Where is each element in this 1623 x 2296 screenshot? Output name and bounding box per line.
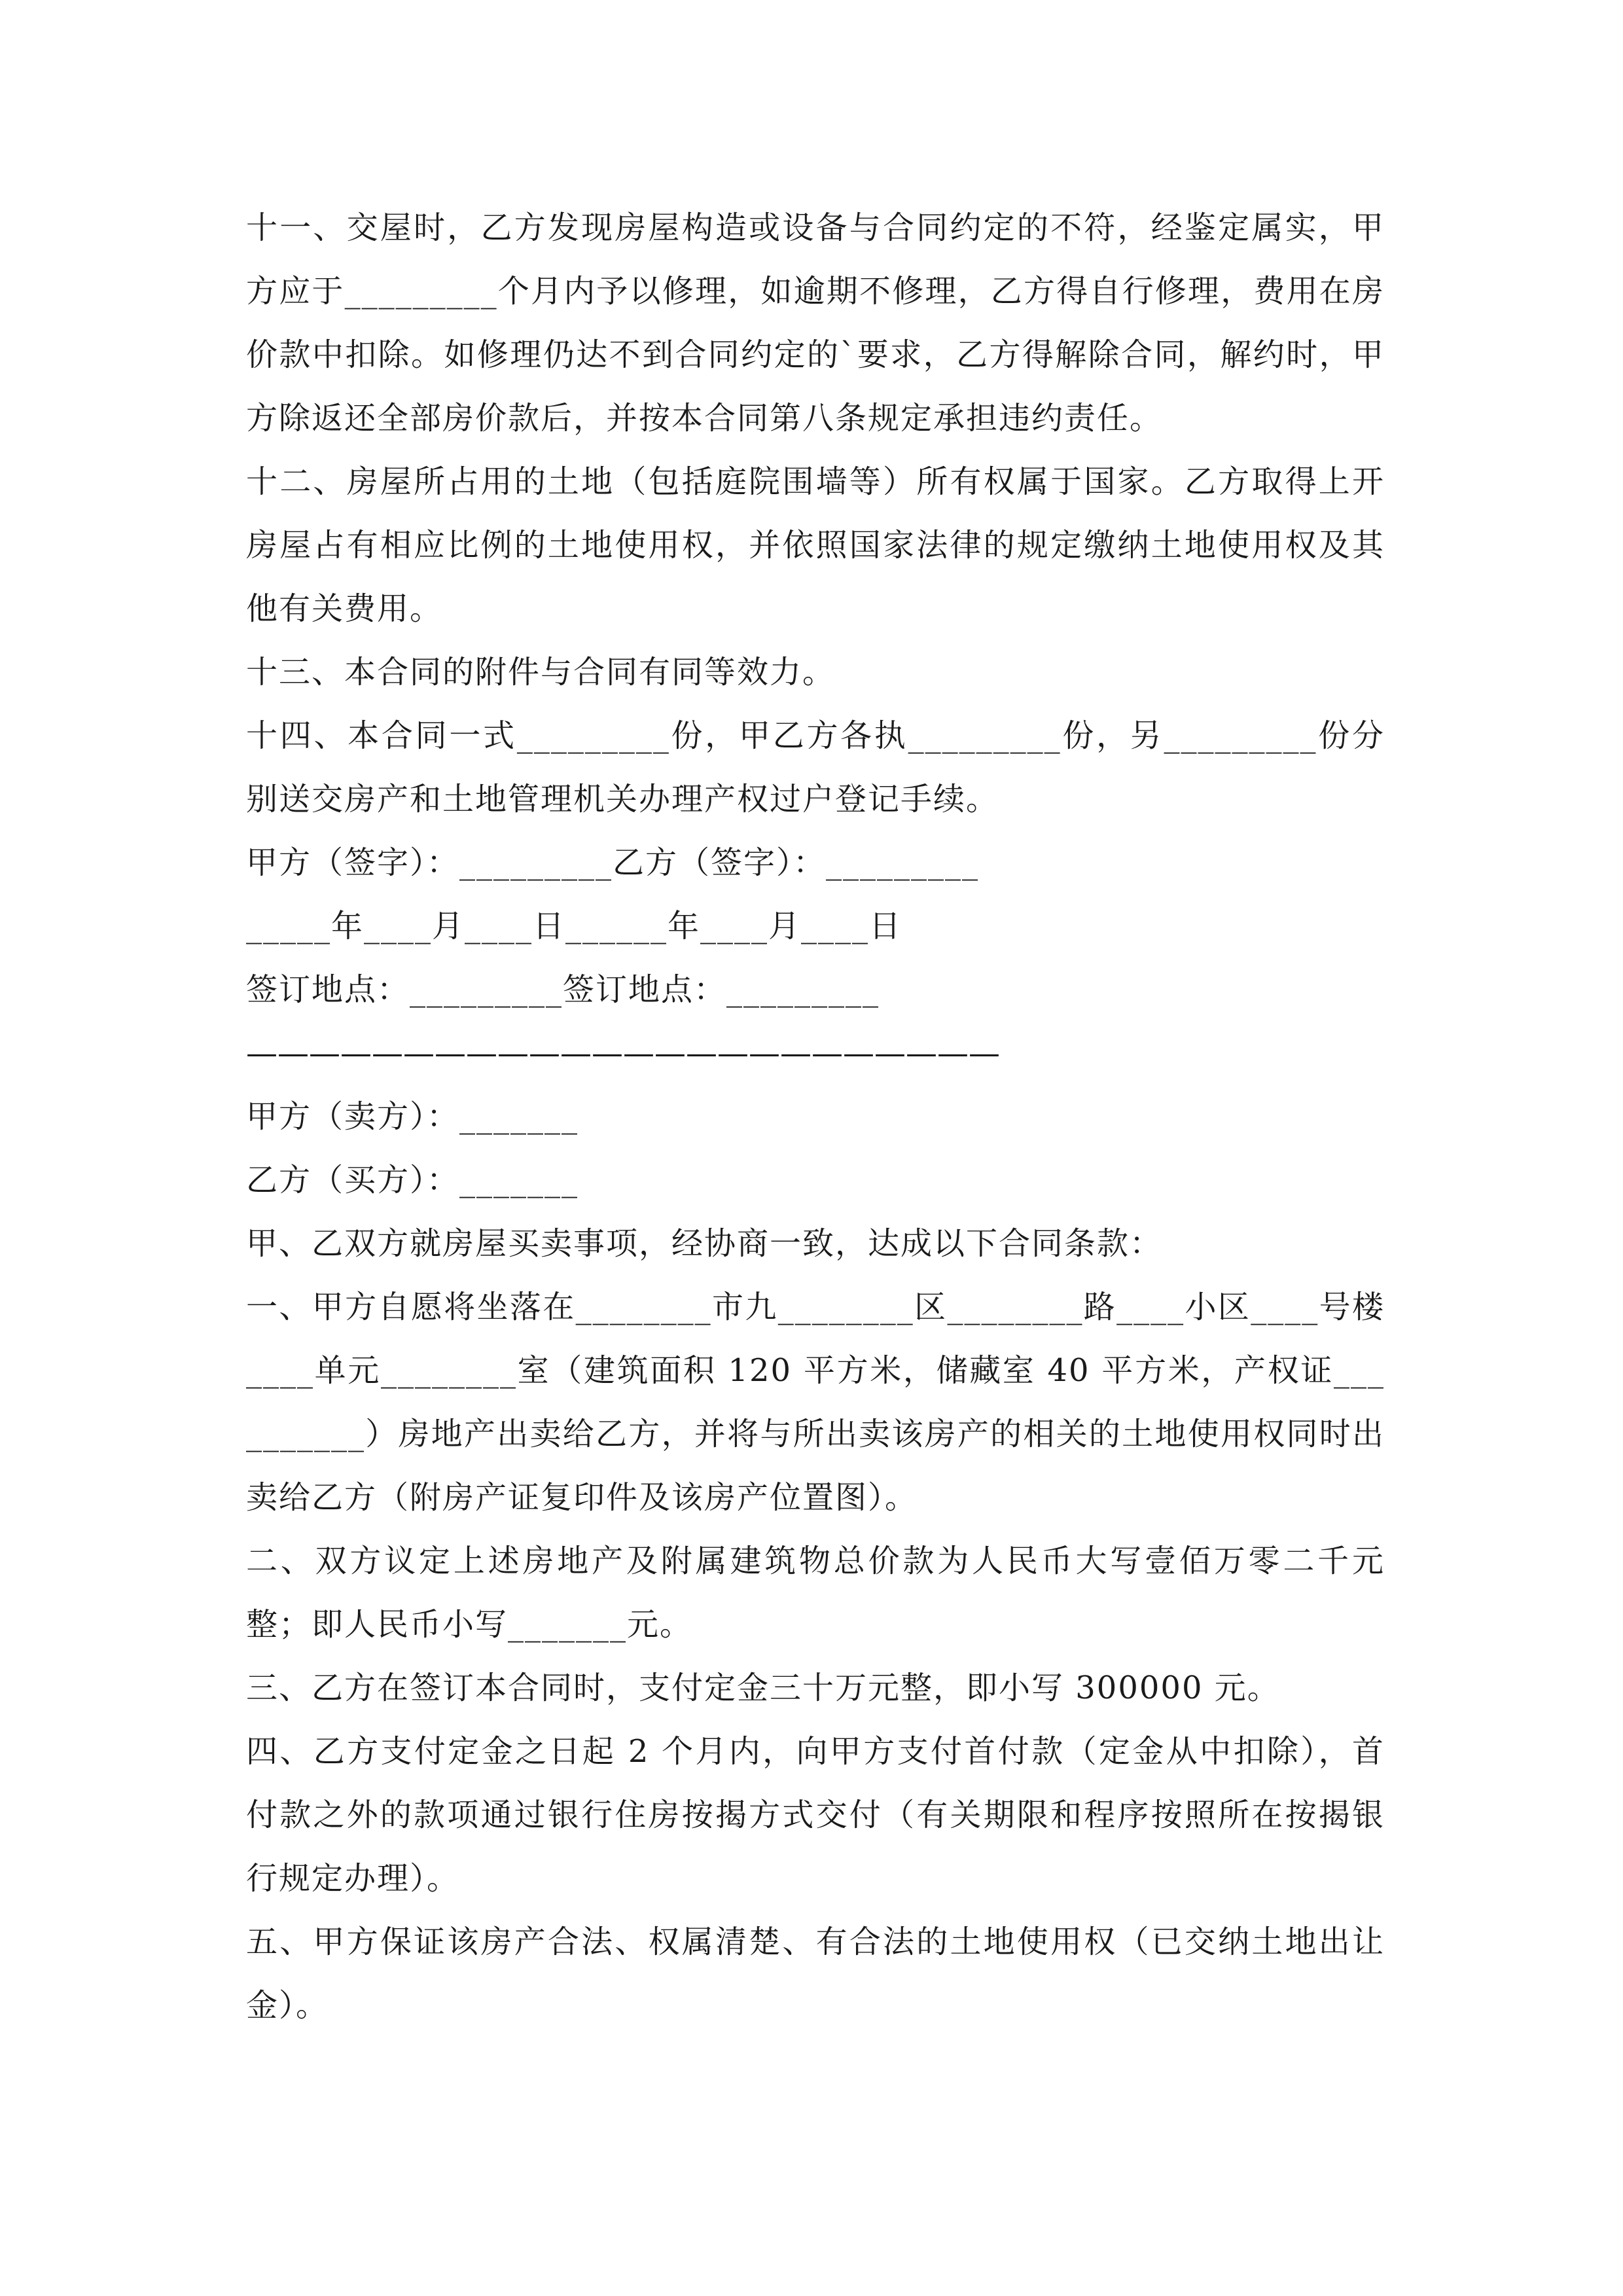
clause-4: 四、乙方支付定金之日起 2 个月内，向甲方支付首付款（定金从中扣除），首付款之外的款项通过银行住房按揭方式交付（有关期限和程序按照所在按揭银行规定办理）。 xyxy=(246,1733,1385,1897)
clause-14: 十四、本合同一式_________份，甲乙方各执_________份，另_________份分别送交房产和土地管理机关办理产权过户登记手续。 xyxy=(246,717,1385,817)
clause-1: 一、甲方自愿将坐落在________市九________区________路____小区____号楼____单元________室（建筑面积 120 平方米，储藏室 40 平方米，产权证__________）房地产出卖给乙方，并将与所出卖该房产的相关的土地使用权同时出卖给乙方（附房产证复印件及该房产位置图）。 xyxy=(246,1289,1385,1516)
date-line: _____年____月____日______年____月____日 xyxy=(246,908,902,944)
clause-12: 十二、房屋所占用的土地（包括庭院围墙等）所有权属于国家。乙方取得上开房屋占有相应比例的土地使用权，并依照国家法律的规定缴纳土地使用权及其他有关费用。 xyxy=(246,463,1385,627)
signing-place-line: 签订地点：_________签订地点：_________ xyxy=(246,971,880,1008)
clause-5: 五、甲方保证该房产合法、权属清楚、有合法的土地使用权（已交纳土地出让金）。 xyxy=(246,1924,1385,2024)
clause-13: 十三、本合同的附件与合同有同等效力。 xyxy=(246,654,836,691)
contract-intro: 甲、乙双方就房屋买卖事项，经协商一致，达成以下合同条款： xyxy=(246,1225,1163,1262)
section-divider: ———————————————————————— xyxy=(246,1035,1000,1071)
buyer-line: 乙方（买方）：_______ xyxy=(246,1162,579,1198)
clause-11: 十一、交屋时，乙方发现房屋构造或设备与合同约定的不符，经鉴定属实，甲方应于_________个月内予以修理，如逾期不修理，乙方得自行修理，费用在房价款中扣除。如修理仍达不到合同约定的`要求，乙方得解除合同，解约时，甲方除返还全部房价款后，并按本合同第八条规定承担违约责任。 xyxy=(246,209,1385,437)
seller-line: 甲方（卖方）：_______ xyxy=(246,1098,579,1135)
clause-2: 二、双方议定上述房地产及附属建筑物总价款为人民币大写壹佰万零二千元整；即人民币小写_______元。 xyxy=(246,1543,1385,1643)
clause-3: 三、乙方在签订本合同时，支付定金三十万元整，即小写 300000 元。 xyxy=(246,1670,1280,1706)
signature-line: 甲方（签字）：_________乙方（签字）：_________ xyxy=(246,844,980,881)
contract-page xyxy=(246,196,1385,2037)
